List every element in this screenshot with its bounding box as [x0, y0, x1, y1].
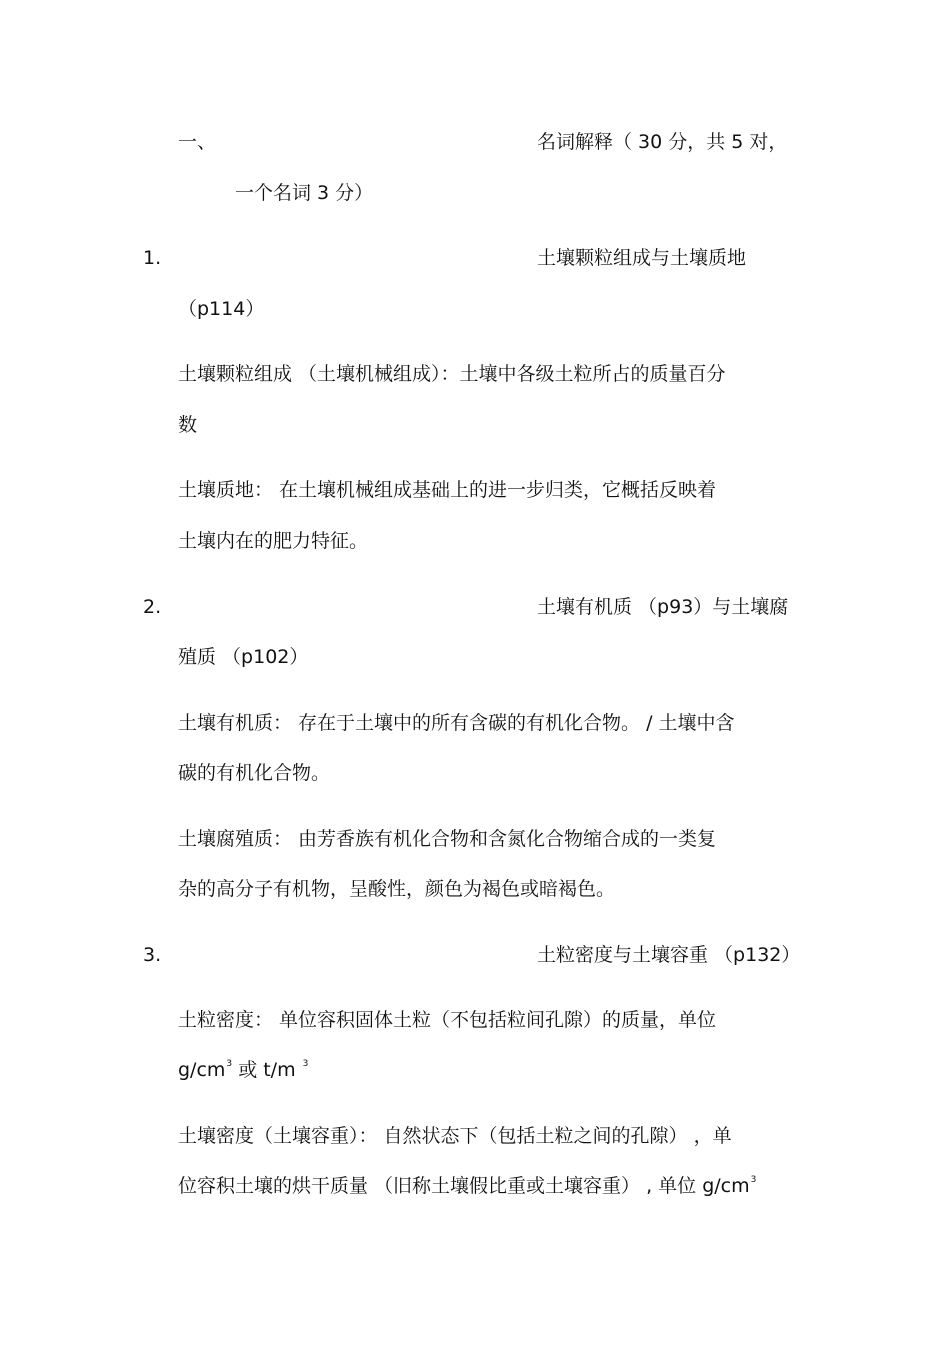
item-heading: 土粒密度与土壤容重 （p132）: [537, 944, 801, 966]
unit-text: 或 t/m: [232, 1059, 302, 1081]
definition-text: 土壤质地： 在土壤机械组成基础上的进一步归类，它概括反映着: [178, 479, 717, 501]
definition-text: [178, 1058, 308, 1082]
item-heading-continued: （p114）: [178, 298, 265, 320]
section-number: 一、: [178, 131, 217, 153]
definition-text: 土壤有机质： 存在于土壤中的所有含碳的有机化合物。 / 土壤中含: [178, 712, 735, 734]
definition-text: 土粒密度： 单位容积固体土粒（不包括粒间孔隙）的质量，单位: [178, 1009, 717, 1031]
superscript: 3: [750, 1175, 757, 1185]
definition-text: 杂的高分子有机物，呈酸性，颜色为褐色或暗褐色。: [178, 878, 616, 900]
definition-text: 土壤内在的肥力特征。: [178, 530, 369, 552]
item-heading: 土壤有机质 （p93）与土壤腐: [537, 596, 789, 618]
definition-text: [178, 1174, 756, 1198]
definition-text: 碳的有机化合物。: [178, 762, 331, 784]
item-number: 3.: [143, 944, 162, 966]
item-heading: 土壤颗粒组成与土壤质地: [537, 247, 747, 269]
section-title-continued: 一个名词 3 分）: [235, 182, 374, 204]
item-number: 1.: [143, 247, 162, 269]
definition-text: 土壤颗粒组成 （土壤机械组成）：土壤中各级土粒所占的质量百分: [178, 363, 726, 385]
superscript: 3: [302, 1059, 309, 1069]
definition-text: 土壤密度（土壤容重）： 自然状态下（包括土粒之间的孔隙） ，单: [178, 1125, 732, 1147]
item-heading-continued: 殖质 （p102）: [178, 646, 309, 668]
definition-text-segment: 位容积土壤的烘干质量 （旧称土壤假比重或土壤容重） , 单位 g/cm: [178, 1175, 750, 1197]
definition-text: 数: [178, 414, 198, 436]
item-number: 2.: [143, 596, 162, 618]
unit-text: g/cm: [178, 1059, 226, 1081]
superscript: 3: [226, 1059, 233, 1069]
section-title: 名词解释（ 30 分，共 5 对，: [537, 131, 788, 153]
definition-text: 土壤腐殖质： 由芳香族有机化合物和含氮化合物缩合成的一类复: [178, 828, 717, 850]
